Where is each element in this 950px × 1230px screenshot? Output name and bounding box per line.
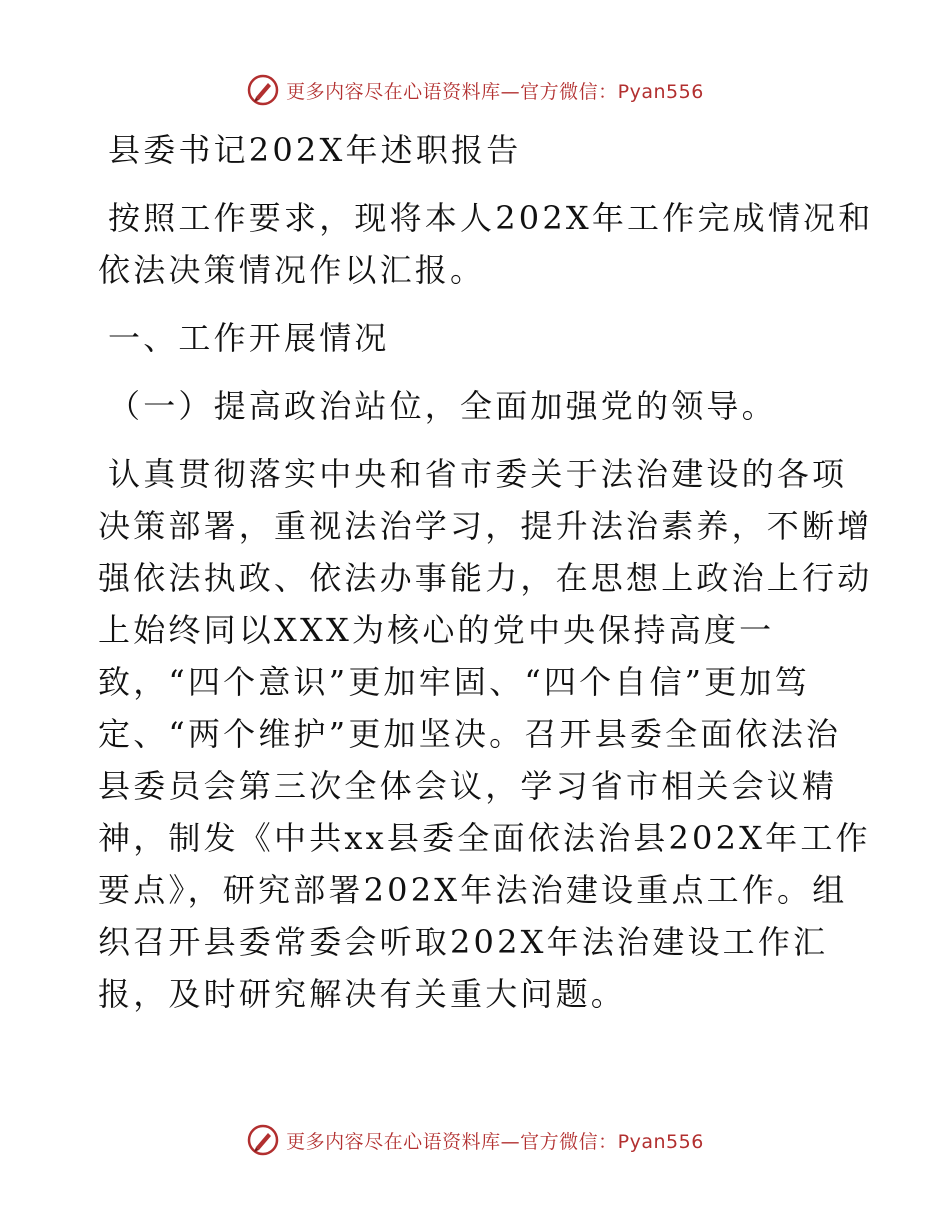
header-watermark-banner bbox=[0, 70, 950, 110]
body-line: 认真贯彻落实中央和省市委关于法治建设的各项 bbox=[108, 455, 848, 493]
footer-watermark-banner bbox=[0, 1120, 950, 1160]
watermark-text: 更多内容尽在心语资料库—官方微信：Pyan556 bbox=[286, 1130, 704, 1153]
pen-logo-icon bbox=[246, 73, 280, 107]
document-body bbox=[98, 124, 874, 1020]
section-heading: 一、工作开展情况 bbox=[108, 319, 390, 357]
body-line: 报，及时研究解决有关重大问题。 bbox=[98, 975, 627, 1013]
watermark-text: 更多内容尽在心语资料库—官方微信：Pyan556 bbox=[286, 80, 704, 103]
body-line: 上始终同以XXX为核心的党中央保持高度一 bbox=[98, 611, 775, 649]
intro-line: 依法决策情况作以汇报。 bbox=[98, 251, 486, 289]
subsection-heading: （一）提高政治站位，全面加强党的领导。 bbox=[108, 387, 777, 425]
intro-line: 按照工作要求，现将本人202X年工作完成情况和 bbox=[108, 199, 874, 237]
body-line: 要点》，研究部署202X年法治建设重点工作。组 bbox=[98, 871, 848, 909]
body-line: 定、“两个维护”更加坚决。召开县委全面依法治 bbox=[98, 715, 842, 753]
body-line: 决策部署，重视法治学习，提升法治素养，不断增 bbox=[98, 507, 873, 545]
body-line: 致，“四个意识”更加牢固、“四个自信”更加笃 bbox=[98, 663, 810, 701]
body-line: 织召开县委常委会听取202X年法治建设工作汇 bbox=[98, 923, 829, 961]
document-title: 县委书记202X年述职报告 bbox=[108, 131, 522, 169]
pen-logo-icon bbox=[246, 1123, 280, 1157]
body-line: 强依法执政、依法办事能力，在思想上政治上行动 bbox=[98, 559, 873, 597]
body-line: 神，制发《中共xx县委全面依法治县202X年工作 bbox=[98, 819, 871, 857]
body-line: 县委员会第三次全体会议，学习省市相关会议精 bbox=[98, 767, 838, 805]
